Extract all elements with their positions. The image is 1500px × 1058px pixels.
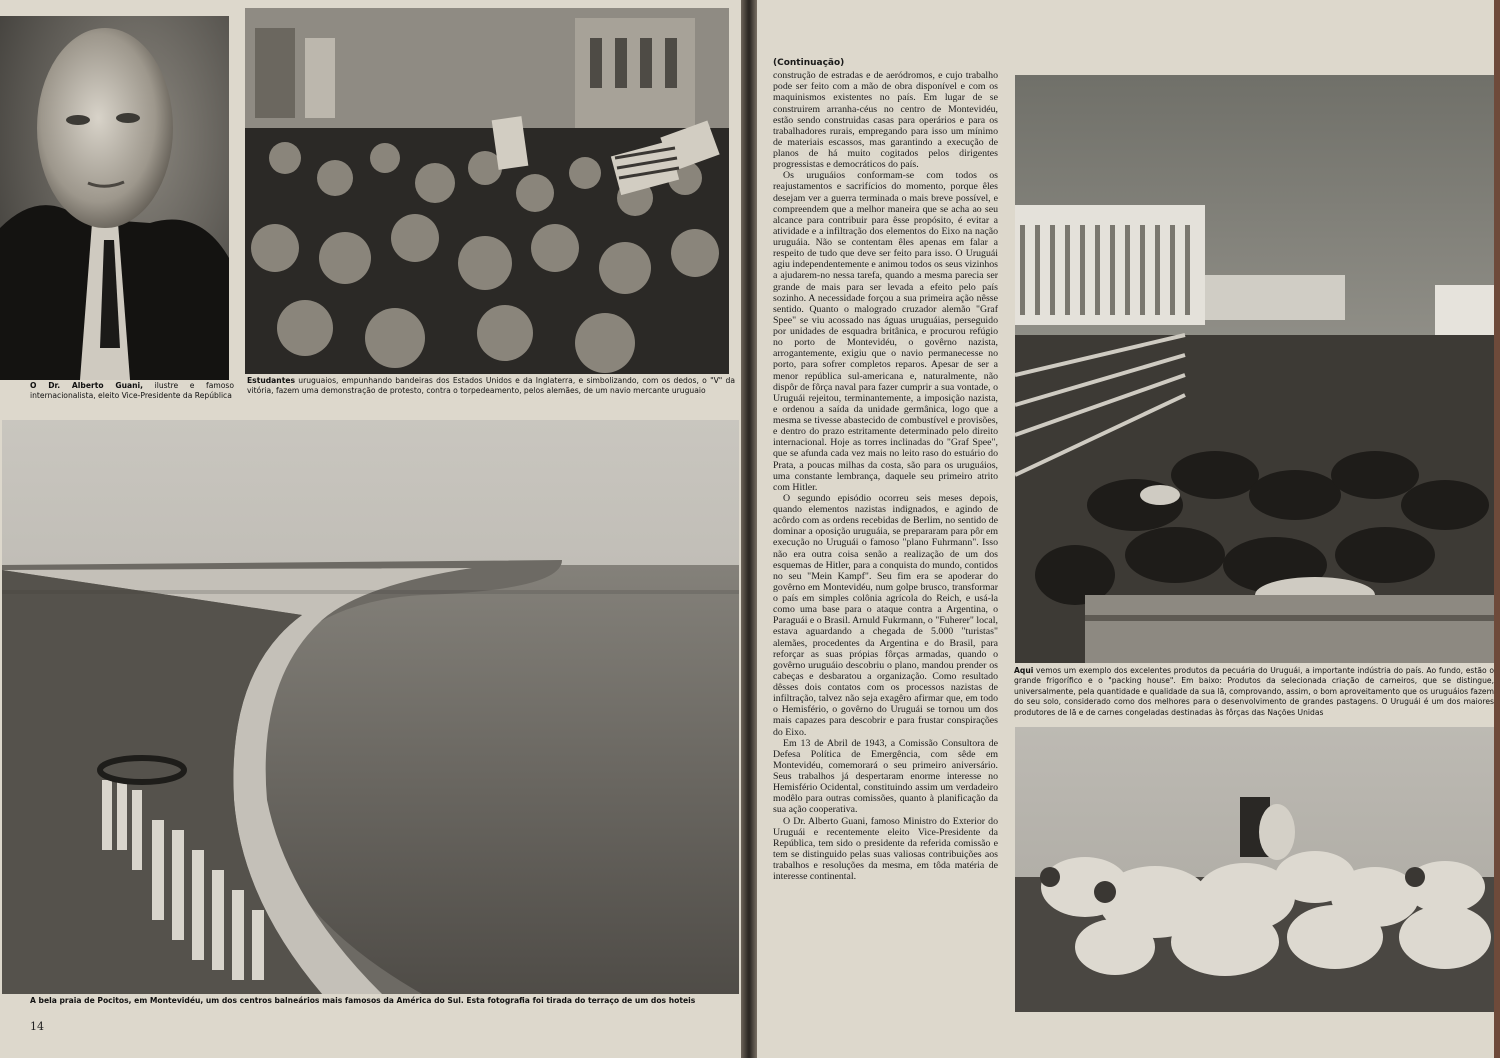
livestock-caption-lead: Aqui (1014, 666, 1034, 675)
article-paragraph: O segundo episódio ocorreu seis meses depois, quando elementos nazistas indignados, e agindo de acôrdo com as ordens recebidas de Berlim, no sentido de dominar a oposição uruguáia, se prepararam para pôr em execução no Uruguái o famoso "plano Fuhrmann". Isso não era outra coisa senão a realização de um dos esquemas de Hitler, para a conquista do mundo, contidos no seu "Mein Kampf". Seu fim era se apoderar do govêrno em Montevidéu, num golpe brusco, transformar o país em simples colônia agrícola do Reich, e usá-la como uma base para o ataque contra a Argentina, o Paraguái e o Brasil. Arnuld Fukrmann, o "Fuherer" local, estava aguardando a chegada de 5.000 "turistas" alemães, procedentes da Argentina e do Brasil, para reforçar as suas própias fôrças armadas, quando o govêrno uruguáio descobriu o plano, mandou prender os cabeças e desbaratou a organização. Como resultado dêsses dois contatos com os processos nazistas de infiltração, talvez não seja exagêro afirmar que, em todo o Hemisfério, o govêrno do Uruguái se tornou um dos mais capazes para descobrir e para frustar conspirações do Eixo. (773, 492, 998, 738)
page-number: 14 (30, 1020, 44, 1033)
pocitos-beach-photo (2, 420, 739, 994)
article-paragraph: construção de estradas e de aeródromos, e cujo trabalho pode ser feito com a mão de obra disponível e com os maquinismos existentes no país. Em lugar de se construirem arranha-céus no centro de Montevidéu, estão sendo construidas casas para operários e para os trabalhadores rurais, empregando para isso um mínimo de materiais escassos, mas garantindo a execução de planos de há muito cogitados pelos dirigentes progressistas e democráticos do país. (773, 70, 998, 171)
page-edge (1494, 0, 1500, 1058)
livestock-caption (1014, 666, 1494, 718)
students-caption (247, 376, 735, 397)
article-paragraph: O Dr. Alberto Guani, famoso Ministro do Exterior do Uruguái e recentemente eleito Vice-Presidente da República, tem sido o presidente da referida comissão e tem se distinguido pelas suas valiosas contribuições aos trabalhos e resoluções da mesma, em tôda matéria de interesse continental. (773, 815, 998, 883)
guani-caption (30, 381, 234, 402)
livestock-caption-text: vemos um exemplo dos excelentes produtos da pecuária do Uruguái, a importante indústria do país. Ao fundo, estão o grande frigorífico e o "packing house". Em baixo: Produtos da selecionada criação de carneiros, que se distingue, universalmente, pela quantidade e qualidade da sua lã, comprovando, assim, o bom aproveitamento que os uruguáios fazem do seu solo, considerado como dos melhores para o desenvolvimento de grandes pastagens. O Uruguái é um dos maiores produtores de lã e de carnes congeladas destinadas às fôrças das Nações Unidas (1014, 666, 1494, 717)
beach-caption-text: A bela praia de Pocitos, em Montevidéu, um dos centros balneários mais famosos da América do Sul. Esta fotografia foi tirada do terraço de um dos hoteis (30, 996, 696, 1005)
guani-caption-lead: O Dr. Alberto Guani, (30, 381, 144, 390)
spine-gutter (741, 0, 757, 1058)
beach-caption (30, 996, 738, 1006)
portrait-photo (0, 8, 229, 380)
students-caption-text: uruguaios, empunhando bandeiras dos Estados Unidos e da Inglaterra, e simbolizando, com os dedos, o "V" da vitória, fazem uma demonstração de protesto, contra o torpedeamento, pelos alemães, de um navio mercante uruguaio (247, 376, 735, 396)
guani-caption-text: ilustre e famoso internacionalista, eleito Vice-Presidente da República (30, 381, 234, 401)
article-body (773, 58, 998, 1008)
cattle-frigorifico-photo (1015, 75, 1494, 663)
students-crowd-photo (245, 8, 729, 374)
article-paragraph: Em 13 de Abril de 1943, a Comissão Consultora de Defesa Política de Emergência, com sêde em Montevidéu, comemorará o seu primeiro aniversário. Seus trabalhos já despertaram enorme interesse no Hemisfério Ocidental, constituindo assim um verdadeiro modêlo para outras comissões, quanto à planificação da sua ação cooperativa. (773, 737, 998, 816)
article-paragraph: Os uruguáios conformam-se com todos os reajustamentos e sacrifícios do momento, porque êles desejam ver a guerra terminada o mais breve possível, e compreendem que a melhor maneira que se acha ao seu alcance para contribuir para êsse propósito, é evitar a atividade e a infiltração dos elementos do Eixo na nação uruguáia. Não se contentam êles apenas em falar a respeito de tudo que deve ser feito para isso. O Uruguái agiu independentemente e animou todos os seus vizinhos a ajudarem-no nessa tarefa, quando a mesma parecia ser grande de mais para ser levada a efeito pelo país sozinho. A necessidade forçou a sua primeira ação nêsse sentido. Quanto o malogrado cruzador alemão "Graf Spee" se viu acossado nas águas uruguáias, perseguido por unidades de esquadra britânica, e procurou refúgio no porto de Montevidéu, o govêrno nazista, arrogantemente, exigiu que o navio permanecesse no porto, para sofrer completos reparos. Apesar de ser a menor república sul-americana e, naturalmente, não dispôr de fôrça naval para fazer cumprir a sua vontade, o Uruguái rejeitou, terminantemente, a imposição nazista, e ordenou a saída da unidade germânica, logo que a mesma se tivesse abastecido de combustível e provisões, e dentro do prazo estritamente determinado pelo direito internacional. Hoje as torres inclinadas do "Graf Spee", que se afunda cada vez mais no leito raso do estuário do Prata, a poucas milhas da costa, são para os uruguáios, uma constante lembrança, daquele seu primeiro atrito com Hitler. (773, 170, 998, 493)
article-heading: (Continuação) (773, 58, 845, 68)
sheep-herd-photo (1015, 727, 1494, 1012)
students-caption-lead: Estudantes (247, 376, 296, 385)
